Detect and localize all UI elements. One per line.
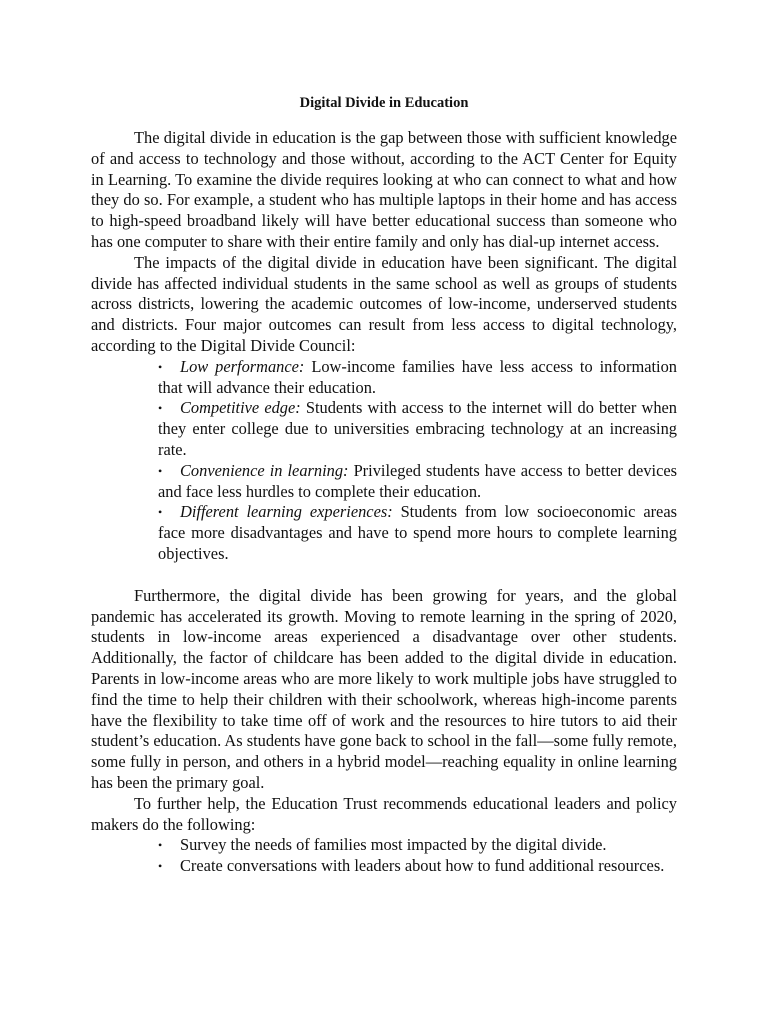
bullet-icon: • [158,859,163,874]
list-item [158,502,677,564]
outcome-text: Students from low socioeconomic areas face more disadvantages and have to spend more hours to complete learning objectives. [158,502,677,563]
outcome-term: Convenience in learning: [180,460,349,480]
paragraph-definition: The digital divide in education is the gap between those with sufficient knowledge of and access to technology and those without, according to the ACT Center for Equity in Learning. To examine the divide requires looking at who can connect to what and how they do so. For example, a student who has multiple laptops in their home and has access to high-speed broadband likely will have better educational success than someone who has one computer to share with their entire family and only has dial-up internet access. [91,128,677,251]
bullet-icon: • [158,838,163,853]
bullet-icon: • [158,359,163,374]
outcome-text: Privileged students have access to better devices and face less hurdles to complete their education. [158,460,677,501]
paragraph-pandemic: Furthermore, the digital divide has been growing for years, and the global pandemic has accelerated its growth. Moving to remote learning in the spring of 2020, students in low-income areas experienced a disadvantage over other students. Additionally, the factor of childcare has been added to the digital divide in education. Parents in low-income areas who are more likely to work multiple jobs have struggled to find the time to help their children with their schoolwork, whereas high-income parents have the flexibility to take time off of work and the resources to hire tutors to aid their student’s education. As students have gone back to school in the fall—some fully remote, some fully in person, and others in a hybrid model—reaching equality in online learning has been the primary goal. [91,585,677,792]
paragraph-spacer [91,565,677,586]
bullet-icon: • [158,401,163,416]
list-item [158,856,677,877]
recommendation-text: Create conversations with leaders about how to fund additional resources. [180,856,665,876]
outcome-text: Low-income families have less access to information that will advance their education. [158,356,677,397]
paragraph-recommendations: To further help, the Education Trust recommends educational leaders and policy makers do the following: [91,793,677,834]
outcome-term: Different learning experiences: [180,502,393,522]
outcome-term: Low performance: [180,356,305,376]
document-body [91,128,677,877]
recommendation-text: Survey the needs of families most impacted by the digital divide. [180,835,607,855]
outcomes-list [91,357,677,565]
list-item [158,461,677,503]
recommendations-list [91,835,677,877]
list-item [158,357,677,399]
outcome-text: Students with access to the internet will do better when they enter college due to universities embracing technology at an increasing rate. [158,398,677,459]
document-title: Digital Divide in Education [299,95,469,111]
paragraph-impacts: The impacts of the digital divide in education have been significant. The digital divide has affected individual students in the same school as well as groups of students across districts, lowering the academic outcomes of low-income, underserved students and districts. Four major outcomes can result from less access to digital technology, according to the Digital Divide Council: [91,252,677,355]
outcome-term: Competitive edge: [180,398,301,418]
list-item [158,835,677,856]
list-item [158,398,677,460]
bullet-icon: • [158,463,163,478]
bullet-icon: • [158,505,163,520]
